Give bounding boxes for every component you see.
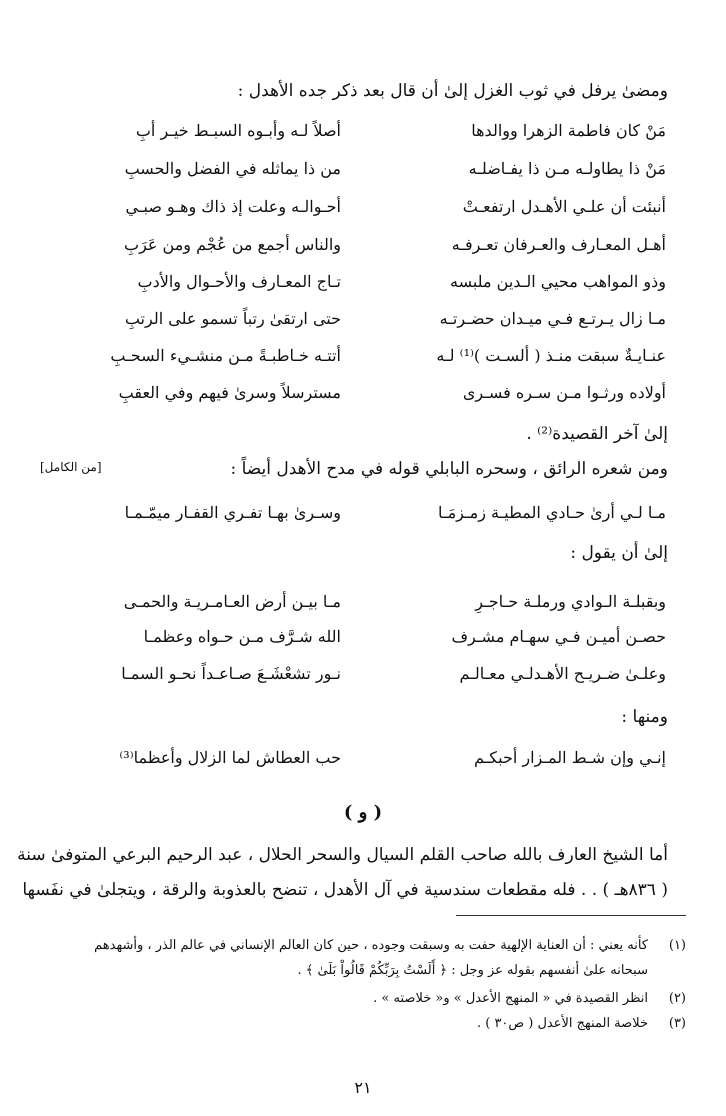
hemistich-second: حتى ارتقىٰ رتباً تسمو على الرتبِ <box>124 309 341 328</box>
verse-row <box>40 589 686 617</box>
hemistich-second: حب العطاش لما الزلال وأعظما⁽³⁾ <box>119 748 341 767</box>
footnote-text: خلاصة المنهج الأعدل ( ص٣٠ ) . <box>476 1016 648 1031</box>
hemistich-first: مـا لـي أرىٰ حـادي المطيـة زمـزمَـا <box>438 503 666 522</box>
footnote-number: (٣) <box>668 1016 686 1031</box>
hemistich-second: وسـرىٰ بهـا تفـري القفـار ميمّـمـا <box>124 503 341 522</box>
hemistich-second: الله شـرَّف مـن حـواه وعظمـا <box>143 627 341 646</box>
footnote-divider <box>456 915 686 916</box>
intro-line: ومضىٰ يرفل في ثوب الغزل إلىٰ أن قال بعد ذكر جده الأهدل : <box>237 81 668 101</box>
verse-row <box>40 232 686 260</box>
hemistich-first: وعلـىٰ ضـريـح الأهـدلـي معـالـم <box>459 664 666 683</box>
verse-row <box>40 380 686 408</box>
verse-row <box>40 118 686 146</box>
hemistich-second: نـور تشعْشَـعَ صـاعـداً نحـو السمـا <box>121 664 341 683</box>
verse-row <box>40 194 686 222</box>
footnote-3 <box>40 1013 686 1035</box>
footnote-1 <box>40 935 686 957</box>
hemistich-first: حصـن أميـن فـي سهـام مشـرف <box>451 627 666 646</box>
verse-row <box>40 500 686 528</box>
transition-line: إلىٰ أن يقول : <box>570 543 668 563</box>
hemistich-second: مسترسلاً وسرىٰ فيهم وفي العقبِ <box>118 383 341 402</box>
footnote-2 <box>40 988 686 1010</box>
hemistich-second: أتتـه خـاطبـةً مـن منشـيء السحـبِ <box>110 346 341 365</box>
footnote-text: انظر القصيدة في « المنهج الأعدل » و« خلاصته » . <box>373 991 648 1006</box>
section-heading: ( و ) <box>343 802 383 823</box>
intro-line-2: ومن شعره الرائق ، وسحره البابلي قوله في مدح الأهدل أيضاً : <box>230 459 668 479</box>
poem-end-note: إلىٰ آخر القصيدة⁽²⁾ . <box>526 424 668 444</box>
transition-line: ومنها : <box>621 707 668 727</box>
footnote-1-continuation: سبحانه علىٰ أنفسهم بقوله عز وجل : ﴿ أَلَسْتُ بِرَبِّكُمْ قَالُواْ بَلَىٰ ﴾ . <box>297 963 648 978</box>
footnote-text: كأنه يعني : أن العناية الإلهية حفت به وسبقت وجوده ، حين كان العالم الإنساني في عالم الذر ، وأشهدهم <box>94 938 648 953</box>
hemistich-second: تـاج المعـارف والأحـوال والأدبِ <box>137 272 341 291</box>
verse-row <box>40 306 686 334</box>
hemistich-second: أحـوالـه وعلت إذ ذاك وهـو صبـي <box>125 197 341 216</box>
page-number: ٢١ <box>354 1078 372 1097</box>
hemistich-first: عنـايـةٌ سبقت منـذ ( ألسـت )⁽¹⁾ لـه <box>436 346 666 365</box>
hemistich-second: والناس أجمع من عُجْم ومن عَرَبِ <box>124 235 341 254</box>
hemistich-first: وبقبلـة الـوادي ورملـة حـاجـرِ <box>475 592 666 611</box>
hemistich-second: مـا بيـن أرض العـامـريـة والحمـى <box>123 592 341 611</box>
hemistich-first: أولاده ورثـوا مـن سـره فسـرى <box>462 383 666 402</box>
hemistich-first: إنـي وإن شـط المـزار أحبكـم <box>473 748 666 767</box>
body-paragraph-line: أما الشيخ العارف بالله صاحب القلم السيال والسحر الحلال ، عبد الرحيم البرعي المتوفىٰ سنة <box>17 845 668 865</box>
hemistich-second: من ذا يماثله في الفضل والحسبِ <box>124 159 341 178</box>
hemistich-first: مَنْ كان فاطمة الزهرا ووالدها <box>471 121 666 140</box>
footnote-number: (١) <box>668 938 686 953</box>
verse-row <box>40 269 686 297</box>
verse-row <box>40 156 686 184</box>
hemistich-first: وذو المواهب محيي الـدين ملبسه <box>450 272 666 291</box>
hemistich-second: أصلاً لـه وأبـوه السبـط خيـر أبِ <box>135 121 341 140</box>
hemistich-first: مـا زال يـرتـع فـي ميـدان حضـرتـه <box>439 309 666 328</box>
hemistich-first: أنبئت أن علـي الأهـدل ارتفعـتْ <box>462 197 666 216</box>
hemistich-first: أهـل المعـارف والعـرفان تعـرفـه <box>451 235 666 254</box>
hemistich-first: مَنْ ذا يطاولـه مـن ذا يفـاضلـه <box>468 159 666 178</box>
verse-row <box>40 661 686 689</box>
verse-row <box>40 343 686 371</box>
verse-row <box>40 624 686 652</box>
meter-label: [من الكامل] <box>40 460 102 474</box>
body-paragraph-line: ( ٨٣٦هـ ) . . فله مقطعات سندسية في آل الأهدل ، تنضح بالعذوبة والرقة ، ويتجلىٰ في نفَسها <box>22 880 668 900</box>
footnote-number: (٢) <box>668 991 686 1006</box>
verse-row <box>40 745 686 773</box>
